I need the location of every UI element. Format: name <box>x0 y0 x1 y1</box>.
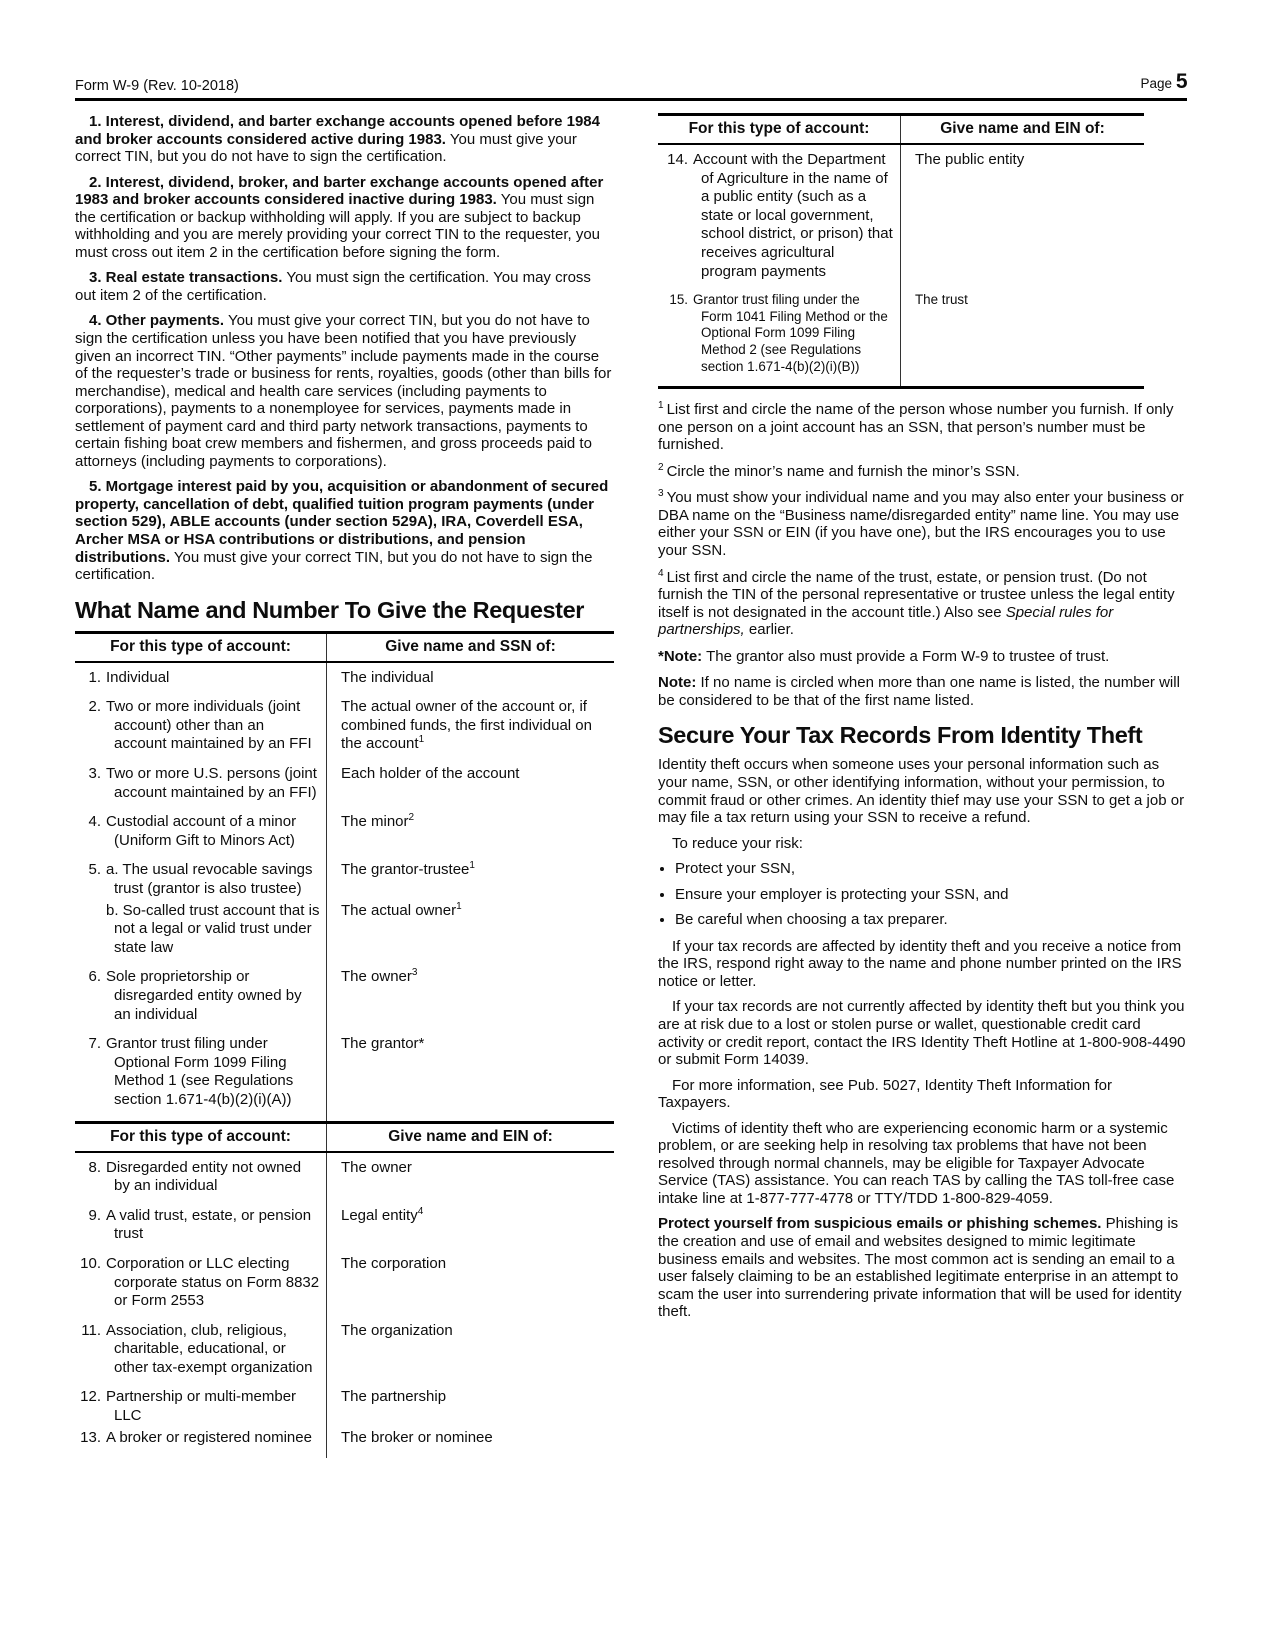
table-header-ssn <box>75 634 614 663</box>
table-header-ein <box>75 1121 614 1153</box>
table-row: 5. a. The usual revocable savings trust (grantor is also trustee) The grantor-trustee$^1$ <box>75 861 614 901</box>
risk-bullet-list <box>658 860 1187 929</box>
table-header-cell: For this type of account: <box>75 1124 327 1151</box>
table-header-cell: Give name and SSN of: <box>385 637 556 655</box>
table-row: 8. Disregarded entity not owned by an individual The owner <box>75 1153 614 1207</box>
table-row: 3. Two or more U.S. persons (joint account maintained by an FFI) Each holder of the account <box>75 765 614 813</box>
identity-theft-intro: Identity theft occurs when someone uses your personal information such as your name, SSN, or other identifying information, without your permission, to commit fraud or other crimes. An identity thief may use your SSN to get a job or may file a tax return using your SSN to receive a refund. <box>658 756 1185 827</box>
table-row: 11. Association, club, religious, charitable, educational, or other tax-exempt organization The organization <box>75 1322 614 1389</box>
paragraph-2: 2. Interest, dividend, broker, and barter exchange accounts opened after 1983 and broker accounts considered inactive during 1983. You must sign the certification or backup withholding will apply. If you are subject to backup withholding and you are merely providing your correct TIN to the requester, you must cross out item 2 in the certification before signing the form. <box>75 173 604 261</box>
footnote-4: $^4$ List first and circle the name of the trust, estate, or pension trust. (Do not furnish the TIN of the personal representative or trustee unless the legal entity itself is not designated in the account title.) Also see Special rules for partnerships, earlier. <box>658 567 1175 639</box>
paragraph-1: 1. Interest, dividend, and barter exchange accounts opened before 1984 and broker accounts considered active during 1983. You must give your correct TIN, but you do not have to sign the certification. <box>75 113 600 166</box>
right-column <box>658 113 1187 1458</box>
paragraph-3: 3. Real estate transactions. You must sign the certification. You may cross out item 2 of the certification. <box>75 269 591 304</box>
section-heading-identity-theft: Secure Your Tax Records From Identity Theft <box>658 722 1143 749</box>
table-row: 15. Grantor trust filing under the Form 1041 Filing Method or the Optional Form 1099 Filing Method 2 (see Regulations section 1.671-4(b)(2)(i)(B)) The trust <box>658 292 1144 386</box>
page-number: Page 5 <box>1140 70 1187 93</box>
grantor-note: *Note: The grantor also must provide a Form W-9 to trustee of trust. <box>658 647 1110 665</box>
account-table-right <box>658 113 1144 389</box>
identity-theft-paragraph: Victims of identity theft who are experiencing economic harm or a systemic problem, or are seeking help in resolving tax problems that have not been resolved through normal channels, may be eligible for Taxpayer Advocate Service (TAS) assistance. You can reach TAS by calling the TAS toll-free case intake line at 1-877-777-4778 or TTY/TDD 1-800-829-4059. <box>658 1119 1175 1207</box>
identity-theft-paragraph: For more information, see Pub. 5027, Identity Theft Information for Taxpayers. <box>658 1076 1112 1112</box>
table-header-cell: For this type of account: <box>75 634 327 661</box>
table-header-ein-right <box>658 116 1144 145</box>
table-row: 1. Individual The individual <box>75 663 614 699</box>
table-row: 13. A broker or registered nominee The broker or nominee <box>75 1429 614 1459</box>
footnotes <box>658 401 1187 639</box>
identity-theft-paragraph: If your tax records are not currently affected by identity theft but you think you are at risk due to a lost or stolen purse or wallet, questionable credit card activity or credit report, contact the IRS Identity Theft Hotline at 1-800-908-4490 or submit Form 14039. <box>658 998 1186 1069</box>
circled-name-note: Note: If no name is circled when more than one name is listed, the number will be considered to be that of the first name listed. <box>658 674 1180 709</box>
bullet-item: • Protect your SSN, <box>675 860 1187 878</box>
paragraph-5: 5. Mortgage interest paid by you, acquisition or abandonment of secured property, cancellation of debt, qualified tuition program payments (under section 529), ABLE accounts (under section 529A), IRA, Coverdell ESA, Archer MSA or HSA contributions or distributions, and pension distributions. You must give your correct TIN, but you do not have to sign the certification. <box>75 478 609 584</box>
table-row: 9. A valid trust, estate, or pension trust Legal entity$^4$ <box>75 1207 614 1255</box>
table-row: 4. Custodial account of a minor (Uniform Gift to Minors Act) The minor$^2$ <box>75 813 614 861</box>
page-header <box>75 70 1187 101</box>
table-header-cell: For this type of account: <box>658 116 901 143</box>
identity-theft-paragraph: If your tax records are affected by identity theft and you receive a notice from the IRS, respond right away to the name and phone number printed on the IRS notice or letter. <box>658 937 1182 990</box>
table-row: 2. Two or more individuals (joint account) other than an account maintained by an FFI The actual owner of the account or, if combined funds, the first individual on the account$^1$ <box>75 698 614 765</box>
table-row: 12. Partnership or multi-member LLC The partnership <box>75 1388 614 1428</box>
table-header-cell: Give name and EIN of: <box>940 120 1105 137</box>
form-id: Form W-9 (Rev. 10-2018) <box>75 78 239 94</box>
table-row: 7. Grantor trust filing under Optional Form 1099 Filing Method 1 (see Regulations section 1.671-4(b)(2)(i)(A)) The grantor* <box>75 1035 614 1120</box>
footnote-3: $^3$ You must show your individual name and you may also enter your business or DBA name on the “Business name/disregarded entity” name line. You may use either your SSN or EIN (if you have one), but the IRS encourages you to use your SSN. <box>658 488 1184 560</box>
bullet-item: • Be careful when choosing a tax preparer. <box>675 911 1187 929</box>
reduce-risk-label: To reduce your risk: <box>672 834 803 852</box>
section-heading-requester: What Name and Number To Give the Requester <box>75 596 585 623</box>
left-column <box>75 113 614 1458</box>
footnote-1: $^1$ List first and circle the name of the person whose number you furnish. If only one person on a joint account has an SSN, that person’s number must be furnished. <box>658 400 1174 454</box>
phishing-paragraph: Protect yourself from suspicious emails or phishing schemes. Phishing is the creation and use of email and websites designed to mimic legitimate business emails and websites. The most common act is sending an email to a user falsely claiming to be an established legitimate enterprise in an attempt to scam the user into surrendering private information that will be used for identity theft. <box>658 1215 1182 1321</box>
bullet-item: • Ensure your employer is protecting your SSN, and <box>675 886 1187 904</box>
table-row: b. So-called trust account that is not a legal or valid trust under state law The actual owner$^1$ <box>75 902 614 969</box>
table-row: 14. Account with the Department of Agriculture in the name of a public entity (such as a state or local government, school district, or prison) that receives agricultural program payments The public entity <box>658 145 1144 292</box>
table-row: 10. Corporation or LLC electing corporate status on Form 8832 or Form 2553 The corporation <box>75 1255 614 1322</box>
two-column-layout <box>75 113 1187 1458</box>
table-header-cell: Give name and EIN of: <box>388 1127 553 1145</box>
table-row: 6. Sole proprietorship or disregarded entity owned by an individual The owner$^3$ <box>75 968 614 1035</box>
footnote-2: $^2$ Circle the minor’s name and furnish the minor’s SSN. <box>658 461 1020 480</box>
paragraph-4: 4. Other payments. You must give your correct TIN, but you do not have to sign the certification unless you have been notified that you have previously given an incorrect TIN. “Other payments” include payments made in the course of the requester’s trade or business for rents, royalties, goods (other than bills for merchandise), medical and health care services (including payments to corporations), payments to a nonemployee for services, payments made in settlement of payment card and third party network transactions, payments to certain fishing boat crew members and fishermen, and gross proceeds paid to attorneys (including payments to corporations). <box>75 312 612 470</box>
account-table-left <box>75 631 614 1459</box>
